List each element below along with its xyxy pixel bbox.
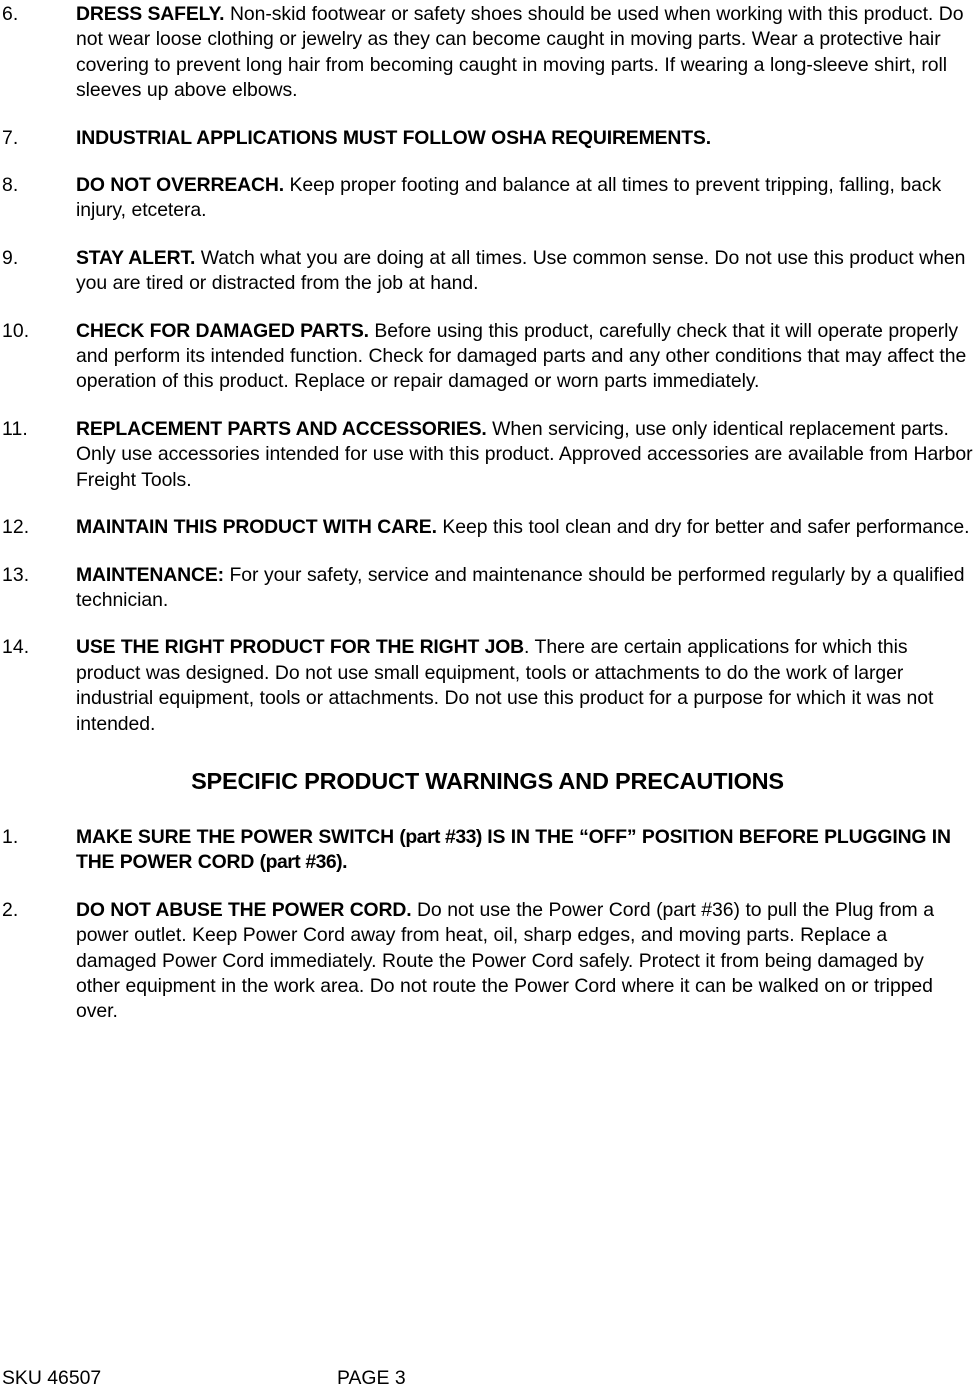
list-item-body [76,126,973,151]
list-item-heading: INDUSTRIAL APPLICATIONS MUST FOLLOW OSHA REQUIREMENTS. [76,126,711,149]
list-item [2,126,973,151]
list-item-number: 14. [2,636,30,659]
part-number-36: (part #36). [259,851,348,874]
list-item-text: Keep proper footing and balance at all times to prevent tripping, falling, back injury, etcetera. [76,174,942,222]
list-item [2,898,973,1025]
section-heading: SPECIFIC PRODUCT WARNINGS AND PRECAUTIONS [191,767,784,794]
list-item-heading: DRESS SAFELY. [76,3,225,25]
list-item-number: 8. [2,174,19,197]
list-item [2,173,973,224]
list-item-heading: STAY ALERT. [76,246,196,269]
part-number-33: (part #33) [399,825,482,848]
page-content [2,2,973,1047]
page-number-label: PAGE 3 [337,1367,406,1389]
list-item [2,515,973,540]
list-item-number: 9. [2,246,19,269]
list-item-body [76,173,973,224]
list-item-body [76,825,973,876]
list-item-body [76,635,973,737]
warning-text-part-a: MAKE SURE THE POWER SWITCH [76,825,400,848]
list-item [2,635,973,737]
list-item-text: . There are certain applications for which this product was designed. Do not use small equipment, tools or attachments to do the work of larger industrial equipment, tools or attachments. Do not use this product for a purpose for which it was not intended. [76,636,934,735]
list-item-heading: USE THE RIGHT PRODUCT FOR THE RIGHT JOB [76,636,525,659]
list-item-text: For your safety, service and maintenance should be performed regularly by a qualified technician. [76,563,965,611]
list-item-heading: DO NOT ABUSE THE POWER CORD. [76,898,412,921]
list-item-body [76,898,973,1025]
list-item [2,825,973,876]
list-item-text: Keep this tool clean and dry for better and safer performance. [436,516,970,539]
list-item-heading: DO NOT OVERREACH. [76,174,284,197]
list-item-number: 10. [2,319,30,342]
list-item-text: Watch what you are doing at all times. Use common sense. Do not use this product when you are tired or distracted from the job at hand. [76,246,966,295]
list-item-body [76,319,973,395]
list-item [2,417,973,493]
list-item-body [76,417,973,493]
list-item-body [76,563,973,614]
page-footer [2,1366,973,1390]
list-item-text: When servicing, use only identical replacement parts. Only use accessories intended for use with this product. Approved accessories are available from Harbor Freight Tools. [76,417,973,491]
list-item [2,246,973,297]
sku-label: SKU 46507 [2,1367,102,1389]
list-item-heading: CHECK FOR DAMAGED PARTS. [76,319,369,342]
list-item [2,2,973,104]
warning-text-part-c: IS IN THE “OFF” POSITION BEFORE PLUGGING IN THE POWER CORD [76,825,951,874]
list-item-heading: MAINTAIN THIS PRODUCT WITH CARE. [76,516,437,539]
list-item-heading: MAINTENANCE: [76,563,224,586]
list-item-body [76,246,973,297]
list-item-number: 1. [2,825,19,848]
list-item-number: 7. [2,126,19,149]
list-item-number: 6. [2,3,19,25]
list-item-text: Do not use the Power Cord (part #36) to pull the Plug from a power outlet. Keep Power Cord away from heat, oil, sharp edges, and moving parts. Replace a damaged Power Cord immediately. Route the Power Cord safely. Protect it from being damaged by other equipment in the work area. Do not route the Power Cord where it can be walked on or tripped over. [76,898,934,1023]
list-item-heading: REPLACEMENT PARTS AND ACCESSORIES. [76,417,487,440]
list-item-body [76,515,973,540]
list-item-number: 12. [2,516,30,539]
list-item-text: Before using this product, carefully check that it will operate properly and perform its intended function. Check for damaged parts and any other conditions that may affect the operation of this product. Replace or repair damaged or worn parts immediately. [76,319,967,393]
list-item [2,319,973,395]
list-item-number: 2. [2,898,19,921]
list-item-number: 11. [2,417,28,440]
list-item-text: Non-skid footwear or safety shoes should be used when working with this product. Do not wear loose clothing or jewelry as they can become caught in moving parts. Wear a protective hair covering to prevent long hair from becoming caught in moving parts. If wearing a long-sleeve shirt, roll sleeves up above elbows. [76,3,964,102]
list-item-number: 13. [2,563,30,586]
list-item-body [76,2,973,104]
list-item [2,563,973,614]
